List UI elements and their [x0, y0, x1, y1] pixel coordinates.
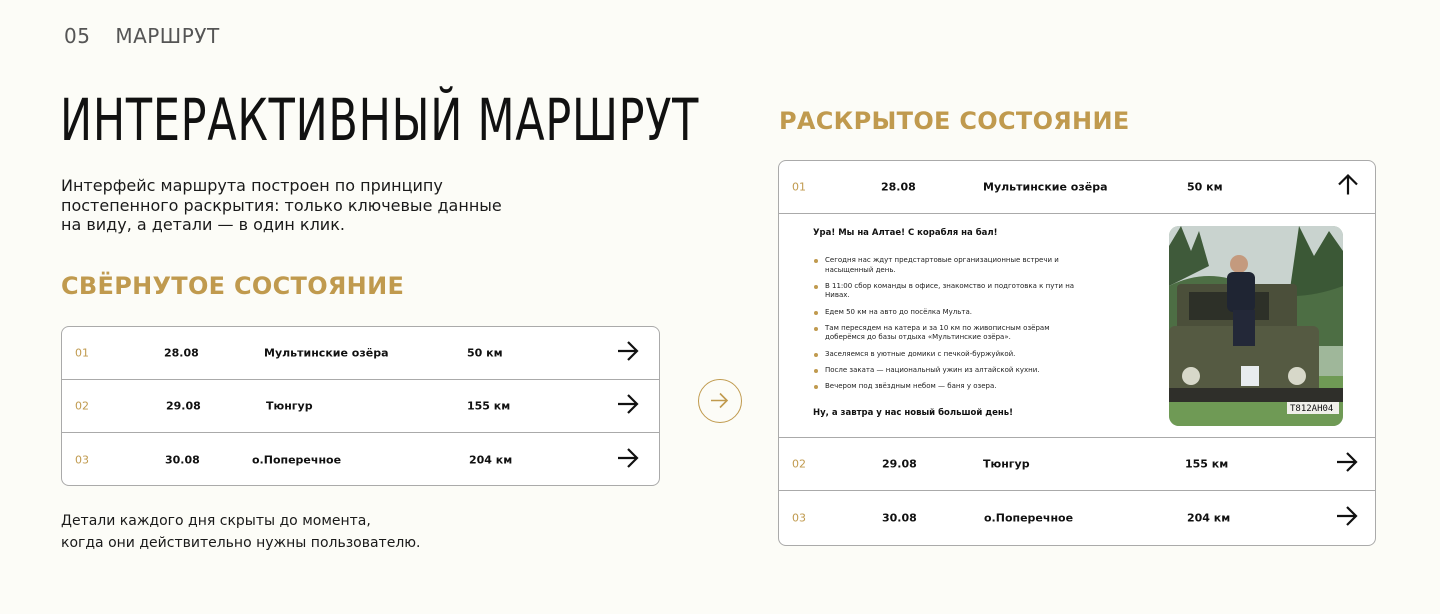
section-number: 05	[64, 24, 91, 48]
day-detail-panel	[779, 214, 1375, 438]
row-distance: 155 км	[1185, 457, 1229, 471]
section-header	[64, 24, 220, 48]
arrow-right-icon[interactable]	[617, 393, 639, 419]
row-number: 03	[792, 511, 806, 524]
row-number: 03	[75, 453, 89, 466]
route-row-03-expanded[interactable]	[779, 491, 1375, 544]
list-item: Вечером под звёздным небом — баня у озера.	[813, 382, 1083, 392]
row-distance: 50 км	[1187, 180, 1223, 194]
arrow-up-icon[interactable]	[1338, 174, 1358, 201]
row-number: 02	[792, 457, 806, 471]
row-number: 01	[792, 180, 806, 194]
list-item: Сегодня нас ждут предстартовые организационные встречи и насыщенный день.	[813, 256, 1083, 275]
list-item: В 11:00 сбор команды в офисе, знакомство и подготовка к пути на Нивах.	[813, 282, 1083, 301]
row-date: 28.08	[881, 180, 916, 194]
row-place: Тюнгур	[266, 399, 313, 413]
row-date: 30.08	[882, 511, 917, 524]
row-place: Мультинские озёра	[983, 180, 1108, 194]
row-distance: 204 км	[1187, 511, 1231, 524]
list-item: Там пересядем на катера и за 10 км по живописным озёрам доберёмся до базы отдыха «Мультинские озёра».	[813, 324, 1083, 343]
collapsed-note: Детали каждого дня скрыты до момента, когда они действительно нужны пользователю.	[61, 513, 421, 551]
day-photo	[1169, 226, 1343, 426]
route-row-02-expanded[interactable]	[779, 438, 1375, 491]
row-number: 01	[75, 346, 89, 360]
route-row-03[interactable]	[62, 433, 659, 486]
collapsed-state-title: СВЁРНУТОЕ СОСТОЯНИЕ	[61, 272, 405, 300]
row-number: 02	[75, 399, 89, 413]
row-place: Тюнгур	[983, 457, 1030, 471]
route-row-02[interactable]	[62, 380, 659, 433]
arrow-right-icon[interactable]	[1336, 451, 1358, 477]
section-label: МАРШРУТ	[115, 24, 220, 48]
route-row-01[interactable]	[62, 327, 659, 380]
row-place: о.Поперечное	[984, 511, 1074, 524]
arrow-right-icon[interactable]	[617, 340, 639, 366]
list-item: После заката — национальный ужин из алтайской кухни.	[813, 366, 1083, 376]
detail-list	[813, 256, 1083, 399]
expanded-state-title: РАСКРЫТОЕ СОСТОЯНИЕ	[779, 107, 1130, 135]
route-row-01-expanded[interactable]	[779, 161, 1375, 214]
row-place: о.Поперечное	[252, 453, 342, 466]
list-item: Едем 50 км на авто до посёлка Мульта.	[813, 308, 1083, 318]
row-date: 29.08	[882, 457, 917, 471]
detail-lead: Ура! Мы на Алтае! С корабля на бал!	[813, 228, 998, 238]
row-distance: 50 км	[467, 346, 503, 360]
arrow-right-icon[interactable]	[617, 447, 639, 473]
arrow-right-icon[interactable]	[1336, 505, 1358, 531]
row-distance: 204 км	[469, 453, 513, 466]
circle-arrow-right-icon	[698, 379, 742, 423]
row-date: 30.08	[165, 453, 200, 466]
license-plate-text: Т812АН04	[1290, 404, 1334, 414]
row-date: 29.08	[166, 399, 201, 413]
list-item: Заселяемся в уютные домики с печкой-буржуйкой.	[813, 350, 1083, 360]
detail-closing: Ну, а завтра у нас новый большой день!	[813, 408, 1014, 418]
route-table-expanded	[778, 160, 1376, 546]
row-place: Мультинские озёра	[264, 346, 389, 360]
intro-text: Интерфейс маршрута построен по принципу постепенного раскрытия: только ключевые данные на виду, а детали — в один клик.	[61, 176, 502, 234]
row-distance: 155 км	[467, 399, 511, 413]
page-title: ИНТЕРАКТИВНЫЙ МАРШРУТ	[60, 86, 700, 154]
route-table-collapsed	[61, 326, 660, 486]
row-date: 28.08	[164, 346, 199, 360]
